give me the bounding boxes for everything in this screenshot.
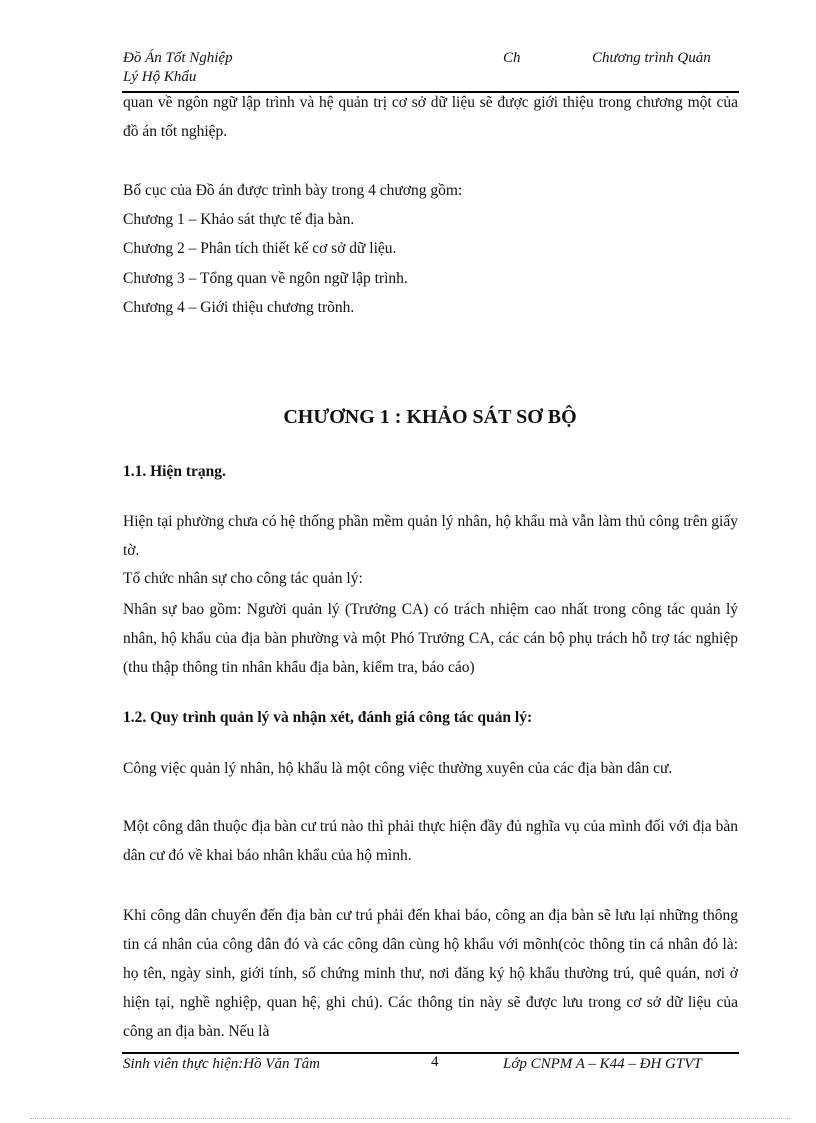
section-1-1-line: Tổ chức nhân sự cho công tác quản lý: [123, 570, 363, 587]
footer-class: Lớp CNPM A – K44 – ĐH GTVT [503, 1056, 702, 1072]
chapter-list-item: Chương 1 – Khảo sát thực tế địa bàn. [123, 211, 355, 228]
chapter-list-item: Chương 2 – Phân tích thiết kế cơ sở dữ liệu. [123, 240, 397, 257]
intro-paragraph: quan về ngôn ngữ lập trình và hệ quản trị cơ sở dữ liệu sẽ được giới thiệu trong chương một của đồ án tốt nghiệp. [123, 94, 738, 140]
page-number: 4 [431, 1054, 439, 1070]
section-heading-1-2: 1.2. Quy trình quản lý và nhận xét, đánh giá công tác quản lý: [123, 709, 533, 726]
page-bottom-dotted-line [30, 1118, 790, 1119]
chapter-title: CHƯƠNG 1 : KHẢO SÁT SƠ BỘ [283, 406, 577, 428]
chapter-list-item: Chương 4 – Giới thiệu chương trõnh. [123, 299, 355, 316]
header-middle: Ch [503, 50, 521, 66]
header-title: Đồ Án Tốt Nghiệp [123, 50, 233, 66]
layout-intro: Bố cục của Đồ án được trình bày trong 4 chương gồm: [123, 182, 463, 199]
section-1-2-paragraph: Công việc quản lý nhân, hộ khẩu là một công việc thường xuyên của các địa bàn dân cư. [123, 760, 673, 777]
section-1-2-paragraph-registration: Khi công dân chuyển đến địa bàn cư trú phải đến khai báo, công an địa bàn sẽ lưu lại những thông tin cá nhân của công dân đó và các công dân cùng hộ khẩu với mõnh(cỏc thông tin cá nhân đó là: họ tên, ngày sinh, giới tính, số chứng minh thư, nơi đăng ký hộ khẩu thường trú, quê quán, nơi ở hiện tại, nghề nghiệp, quan hệ, ghi chú). Các thông tin này sẽ được lưu trong cơ sở dữ liệu của công an địa bàn. Nếu là [123, 907, 738, 1040]
section-1-1-paragraph-staff: Nhân sự bao gồm: Người quản lý (Trưởng CA) có trách nhiệm cao nhất trong công tác quản lý nhân, hộ khẩu của địa bàn phường và một Phó Trưởng CA, các cán bộ phụ trách hỗ trợ tác nghiệp (thu thập thông tin nhân khẩu địa bàn, kiểm tra, báo cáo) [123, 601, 738, 676]
section-1-2-paragraph-obligation: Một công dân thuộc địa bàn cư trú nào thì phải thực hiện đầy đủ nghĩa vụ của mình đối với địa bàn dân cư đó về khai báo nhân khẩu của hộ mình. [123, 818, 738, 864]
chapter-list-item: Chương 3 – Tổng quan về ngôn ngữ lập trình. [123, 270, 408, 287]
footer-author: Sinh viên thực hiện:Hồ Văn Tâm [123, 1056, 320, 1072]
section-heading-1-1: 1.1. Hiện trạng. [123, 463, 226, 480]
header-right: Chương trình Quản [592, 50, 711, 66]
header-title-continued: Lý Hộ Khẩu [123, 69, 197, 85]
section-1-1-paragraph: Hiện tại phường chưa có hệ thống phần mềm quản lý nhân, hộ khẩu mà vẫn làm thủ công trên giấy tờ. [123, 513, 738, 559]
